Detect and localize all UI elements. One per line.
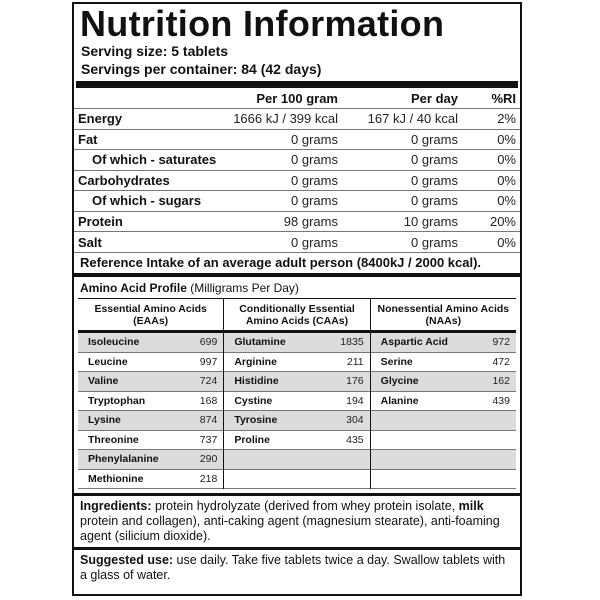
amino-row	[224, 392, 369, 412]
amino-value: 439	[492, 394, 510, 407]
amino-value: 972	[492, 336, 510, 349]
amino-name: Lysine	[88, 414, 121, 427]
amino-name: Phenylalanine	[88, 453, 159, 466]
amino-row	[224, 431, 369, 451]
per100-value: 0 grams	[224, 170, 342, 191]
amino-column	[78, 299, 224, 489]
amino-name: Valine	[88, 375, 119, 388]
amino-column	[371, 299, 516, 489]
perday-value: 0 grams	[342, 191, 462, 212]
amino-row	[371, 333, 516, 353]
amino-heading-unit: (Milligrams Per Day)	[190, 281, 299, 295]
nutrient-name: Of which - sugars	[74, 191, 224, 212]
amino-name: Serine	[380, 355, 413, 368]
ingredients-allergen: milk	[458, 499, 484, 513]
ingredients-section	[74, 493, 520, 547]
nutrition-row	[74, 191, 520, 212]
amino-value: 699	[199, 336, 218, 349]
amino-row	[371, 450, 516, 470]
perday-value: 0 grams	[342, 170, 462, 191]
amino-column-header: Essential Amino Acids (EAAs)	[78, 299, 223, 333]
nutrient-name: Protein	[74, 211, 224, 232]
amino-value: 724	[199, 375, 218, 388]
perday-value: 0 grams	[342, 129, 462, 150]
per100-value: 1666 kJ / 399 kcal	[224, 109, 342, 130]
ri-value: 0%	[462, 191, 520, 212]
amino-value: 472	[492, 355, 510, 368]
amino-value: 194	[346, 394, 364, 407]
amino-column-header: Nonessential Amino Acids (NAAs)	[371, 299, 516, 333]
amino-name: Histidine	[234, 375, 279, 388]
ingredients-text-after: protein and collagen), anti-caking agent (magnesium stearate), anti-foaming agent (silicium dioxide).	[80, 514, 500, 543]
per100-value: 0 grams	[224, 150, 342, 171]
amino-row	[371, 431, 516, 451]
amino-row	[224, 411, 369, 431]
perday-value: 10 grams	[342, 211, 462, 232]
amino-row	[371, 411, 516, 431]
amino-value: 874	[199, 414, 218, 427]
header-perday: Per day	[411, 90, 458, 106]
header-per100: Per 100 gram	[256, 90, 338, 106]
nutrition-table-body	[74, 109, 520, 253]
nutrition-row	[74, 150, 520, 171]
nutrition-row	[74, 129, 520, 150]
amino-name: Aspartic Acid	[380, 336, 448, 349]
amino-value: 1835	[340, 336, 364, 349]
amino-row	[371, 470, 516, 490]
ingredients-text-before: protein hydrolyzate (derived from whey protein isolate,	[151, 499, 459, 513]
amino-row	[224, 333, 369, 353]
nutrition-row	[74, 109, 520, 130]
amino-name: Tyrosine	[234, 414, 278, 427]
suggested-use-section	[74, 547, 520, 586]
per100-value: 0 grams	[224, 129, 342, 150]
nutrition-row	[74, 232, 520, 253]
nutrient-name: Energy	[74, 109, 224, 130]
amino-value: 162	[492, 375, 510, 388]
perday-value: 167 kJ / 40 kcal	[342, 109, 462, 130]
ri-value: 0%	[462, 150, 520, 171]
amino-row	[371, 392, 516, 412]
amino-row	[371, 353, 516, 373]
amino-value: 737	[199, 433, 218, 446]
amino-column-header: Conditionally Essential Amino Acids (CAAs)	[224, 299, 369, 333]
nutrition-label	[72, 2, 522, 596]
amino-name: Glycine	[380, 375, 419, 388]
nutrition-row	[74, 211, 520, 232]
ri-value: 2%	[462, 109, 520, 130]
amino-row	[78, 392, 223, 412]
amino-name: Cystine	[234, 394, 273, 407]
amino-name: Proline	[234, 433, 270, 446]
perday-value: 0 grams	[342, 150, 462, 171]
amino-name: Leucine	[88, 355, 128, 368]
amino-row	[78, 353, 223, 373]
amino-row	[224, 450, 369, 470]
amino-name: Alanine	[380, 394, 419, 407]
amino-row	[224, 372, 369, 392]
per100-value: 0 grams	[224, 191, 342, 212]
amino-row	[78, 333, 223, 353]
nutrition-row	[74, 170, 520, 191]
amino-row	[78, 450, 223, 470]
nutrient-name: Fat	[74, 129, 224, 150]
amino-name: Threonine	[88, 433, 139, 446]
amino-heading	[74, 277, 520, 298]
reference-intake: Reference Intake of an average adult person (8400kJ / 2000 kcal).	[74, 252, 520, 273]
amino-name: Arginine	[234, 355, 277, 368]
header-ri: %RI	[491, 90, 516, 106]
amino-row	[224, 470, 369, 490]
amino-value: 997	[199, 355, 218, 368]
amino-value: 290	[199, 453, 218, 466]
amino-column	[224, 299, 370, 489]
amino-heading-title: Amino Acid Profile	[80, 281, 187, 295]
amino-value: 218	[199, 472, 218, 485]
amino-value: 435	[346, 433, 364, 446]
per100-value: 98 grams	[224, 211, 342, 232]
amino-value: 304	[346, 414, 364, 427]
amino-name: Tryptophan	[88, 394, 146, 407]
amino-value: 176	[346, 375, 364, 388]
nutrition-table-header	[74, 88, 520, 109]
amino-grid	[78, 298, 516, 489]
amino-value: 211	[346, 355, 364, 368]
amino-row	[78, 470, 223, 490]
nutrition-table	[74, 88, 520, 252]
amino-value: 168	[199, 394, 218, 407]
amino-row	[78, 411, 223, 431]
divider-thick	[76, 81, 518, 88]
nutrient-name: Of which - saturates	[74, 150, 224, 171]
amino-row	[78, 372, 223, 392]
per100-value: 0 grams	[224, 232, 342, 253]
amino-name: Glutamine	[234, 336, 286, 349]
label-title: Nutrition Information	[80, 3, 445, 44]
amino-name: Methionine	[88, 472, 144, 485]
perday-value: 0 grams	[342, 232, 462, 253]
header-blank	[74, 88, 224, 109]
ri-value: 0%	[462, 232, 520, 253]
amino-row	[371, 372, 516, 392]
suggested-use-label: Suggested use:	[80, 553, 174, 567]
ri-value: 20%	[462, 211, 520, 232]
servings-per-container: Servings per container: 84 (42 days)	[81, 61, 322, 77]
ingredients-label: Ingredients:	[80, 499, 152, 513]
ri-value: 0%	[462, 170, 520, 191]
nutrient-name: Carbohydrates	[74, 170, 224, 191]
nutrient-name: Salt	[74, 232, 224, 253]
serving-size: Serving size: 5 tablets	[81, 43, 229, 59]
amino-row	[78, 431, 223, 451]
amino-row	[224, 353, 369, 373]
amino-name: Isoleucine	[88, 336, 140, 349]
ri-value: 0%	[462, 129, 520, 150]
suggested-use-text: use daily. Take five tablets twice a day. Swallow tablets with a glass of water.	[80, 553, 506, 582]
